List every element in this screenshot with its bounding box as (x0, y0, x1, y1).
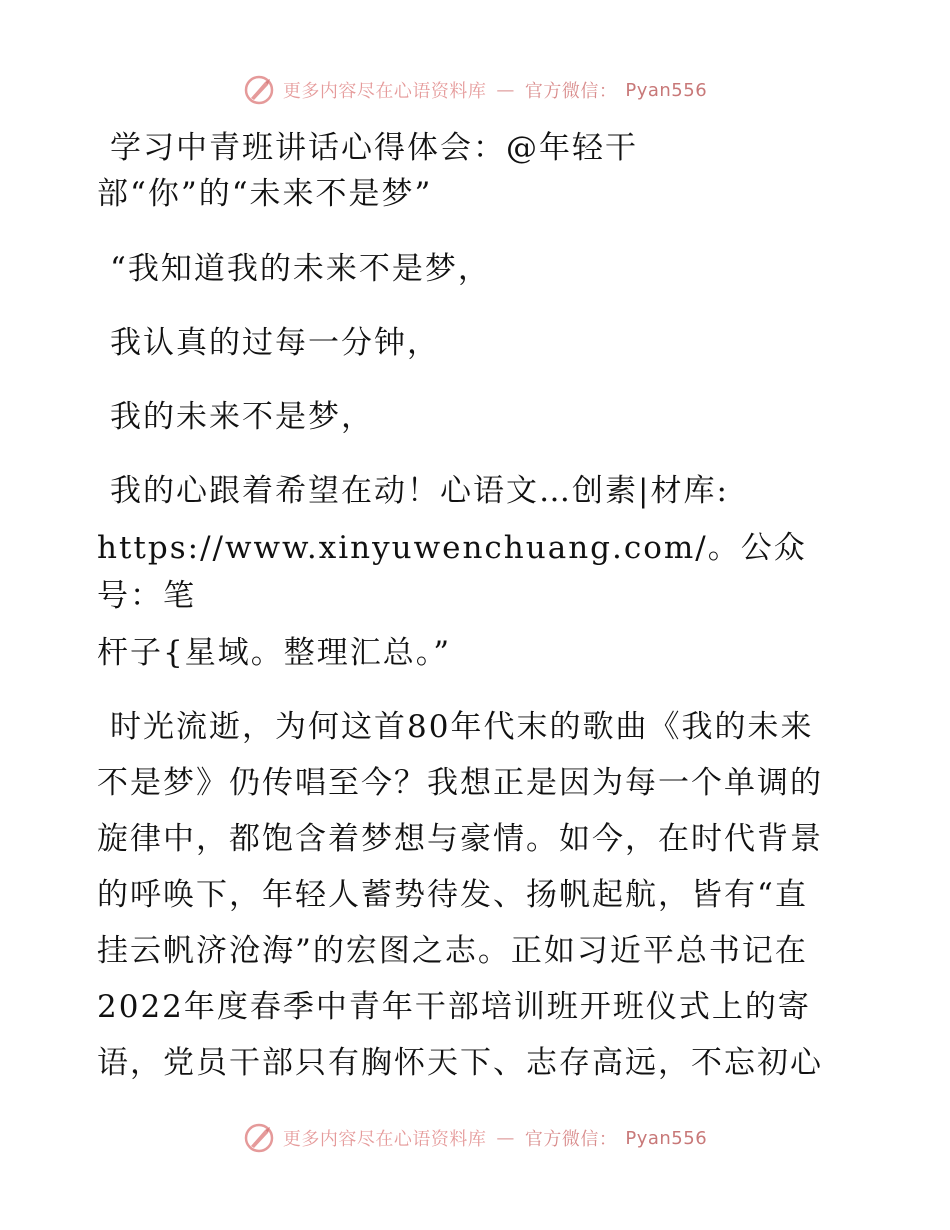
brand-separator: — (496, 79, 515, 101)
lyric-line-4b: https://www.xinyuwenchuang.com/。公众号：笔 (97, 530, 807, 614)
quill-pen-logo-icon (243, 1122, 275, 1154)
lyric-line-1: “我知道我的未来不是梦， (110, 251, 491, 287)
body-line-6: 2022年度春季中青年干部培训班开班仪式上的寄 (97, 989, 811, 1025)
body-line-4: 的呼唤下，年轻人蓄势待发、扬帆起航，皆有“直 (97, 877, 808, 913)
body-line-2: 不是梦》仍传唱至今？我想正是因为每一个单调的 (97, 765, 823, 801)
body-line-1: 时光流逝，为何这首80年代末的歌曲《我的未来 (110, 709, 814, 745)
document-title-line-2: 部“你”的“未来不是梦” (97, 176, 433, 212)
wechat-label: 官方微信： (524, 81, 618, 102)
document-title-line-1: 学习中青班讲话心得体会：@年轻干 (110, 130, 638, 166)
brand-slogan: 更多内容尽在心语资料库 (282, 1129, 487, 1150)
wechat-label: 官方微信： (524, 1129, 618, 1150)
lyric-line-4a: 我的心跟着希望在动！心语文…创素|材库: (110, 473, 729, 509)
body-line-7: 语，党员干部只有胸怀天下、志存高远，不忘初心 (97, 1045, 823, 1081)
lyric-line-2: 我认真的过每一分钟， (110, 325, 440, 361)
wechat-id: Pyan556 (625, 79, 708, 101)
quill-pen-logo-icon (243, 74, 275, 106)
document-body (97, 125, 857, 1087)
lyric-line-3: 我的未来不是梦， (110, 399, 374, 435)
wechat-id: Pyan556 (625, 1127, 708, 1149)
lyric-line-4c: 杆子{星域。整理汇总。” (97, 635, 452, 671)
body-line-3: 旋律中，都饱含着梦想与豪情。如今，在时代背景 (97, 821, 823, 857)
header-watermark (0, 70, 950, 110)
brand-slogan: 更多内容尽在心语资料库 (282, 81, 487, 102)
brand-separator: — (496, 1127, 515, 1149)
body-line-5: 挂云帆济沧海”的宏图之志。正如习近平总书记在 (97, 933, 808, 969)
footer-watermark (0, 1118, 950, 1158)
